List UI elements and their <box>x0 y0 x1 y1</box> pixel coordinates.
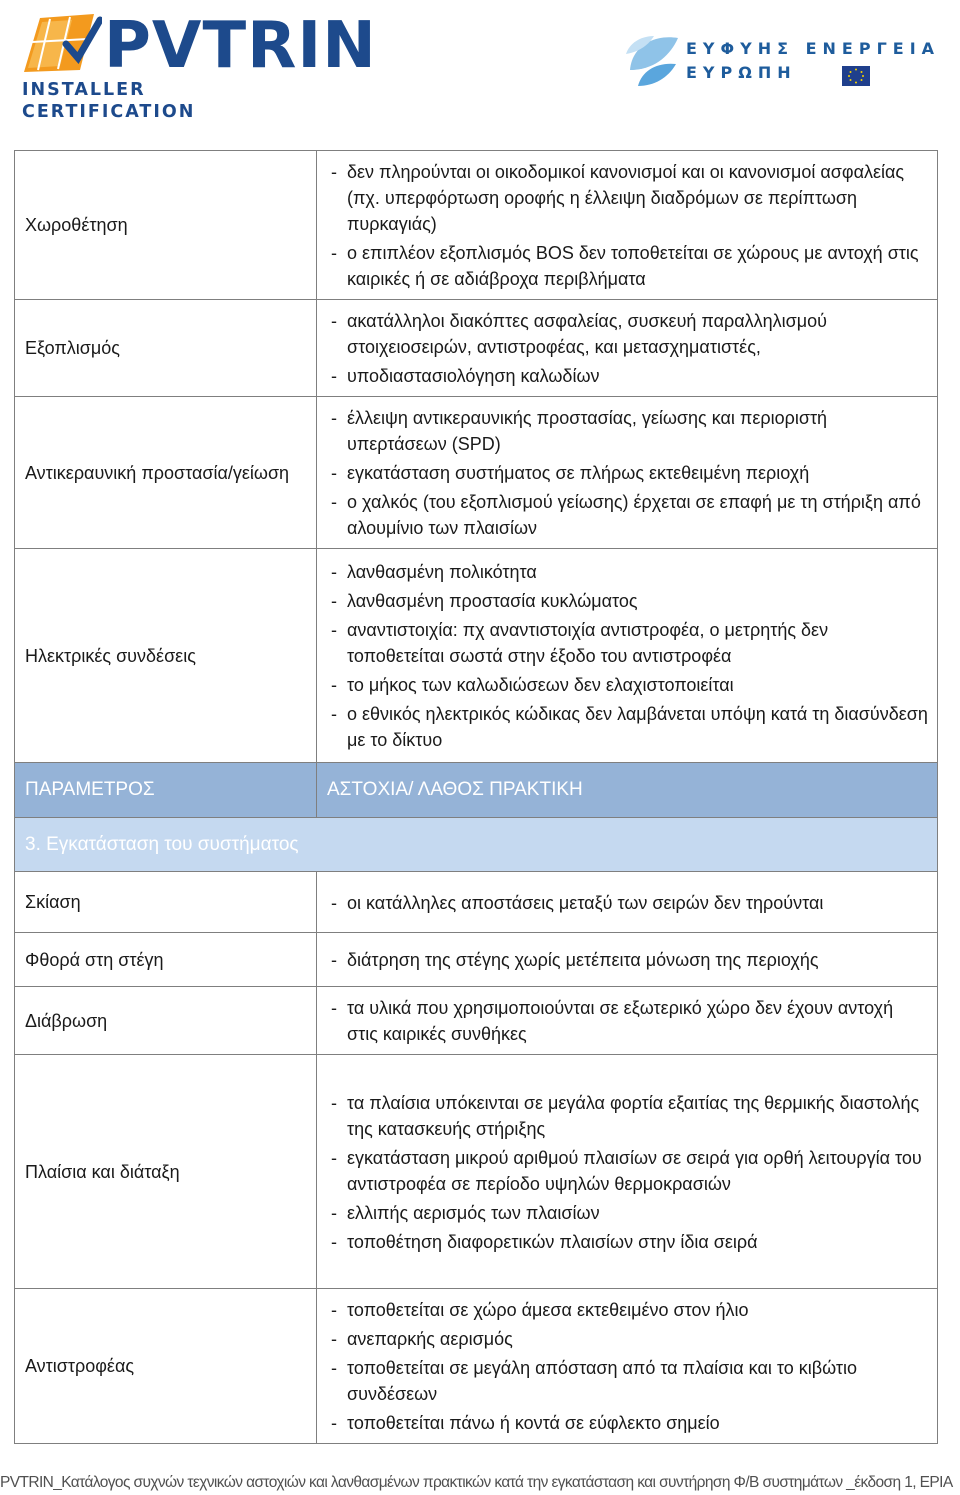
param-cell: Χωροθέτηση <box>15 151 317 300</box>
list-item: - δεν πληρούνται οι οικοδομικοί κανονισμοί και οι κανονισμοί ασφαλείας (πχ. υπερφόρτωση οροφής η έλλειψη διαδρόμων σε περίπτωση πυρκαγιάς) <box>331 162 905 234</box>
logo-title: PVTRIN <box>104 9 377 83</box>
list-item: - τα υλικά που χρησιμοποιούνται σε εξωτερικό χώρο δεν έχουν αντοχή στις καιρικές συνθήκες <box>331 998 894 1044</box>
error-list <box>331 308 929 389</box>
table-row <box>15 1289 938 1444</box>
section-row <box>15 818 938 872</box>
param-cell: Σκίαση <box>15 872 317 933</box>
errors-cell <box>317 933 938 987</box>
list-item: - διάτρηση της στέγης χωρίς μετέπειτα μόνωση της περιοχής <box>331 950 819 970</box>
pvtrin-logo <box>20 8 377 122</box>
param-cell: Αντικεραυνική προστασία/γείωση <box>15 397 317 549</box>
table-row <box>15 300 938 397</box>
param-cell: Φθορά στη στέγη <box>15 933 317 987</box>
list-item: - ακατάλληλοι διακόπτες ασφαλείας, συσκευή παραλληλισμού στοιχειοσειρών, αντιστροφέας, και μετασχηματιστές, <box>331 311 827 357</box>
list-item: - ο επιπλέον εξοπλισμός BOS δεν τοποθετείται σε χώρους με αντοχή στις καιρικές ή σε αδιάβροχα περιβλήματα <box>331 243 919 289</box>
errors-cell <box>317 151 938 300</box>
list-item: - τοποθετείται σε χώρο άμεσα εκτεθειμένο στον ήλιο <box>331 1300 749 1320</box>
errors-cell <box>317 549 938 763</box>
list-item: - εγκατάσταση συστήματος σε πλήρως εκτεθειμένη περιοχή <box>331 463 810 483</box>
leaf-icon <box>624 30 684 96</box>
list-item: - το μήκος των καλωδιώσεων δεν ελαχιστοποιείται <box>331 675 734 695</box>
eu-slogan-line1: ΕΥΦΥΗΣ ΕΝΕΡΓΕΙΑ <box>686 39 941 58</box>
param-cell: Αντιστροφέας <box>15 1289 317 1444</box>
list-item: - έλλειψη αντικεραυνικής προστασίας, γείωσης και περιοριστή υπερτάσεων (SPD) <box>331 408 828 454</box>
eu-flag-icon <box>842 66 870 86</box>
errors-cell <box>317 872 938 933</box>
errors-cell <box>317 397 938 549</box>
table-row <box>15 151 938 300</box>
error-list <box>331 559 929 753</box>
param-cell: Εξοπλισμός <box>15 300 317 397</box>
eu-slogan-line2: ΕΥΡΩΠΗ <box>686 63 797 82</box>
table-row <box>15 872 938 933</box>
list-item: - τοποθέτηση διαφορετικών πλαισίων στην ίδια σειρά <box>331 1231 758 1252</box>
table-row <box>15 549 938 763</box>
error-list <box>331 1297 929 1436</box>
errors-cell <box>317 987 938 1055</box>
list-item: - τα πλαίσια υπόκεινται σε μεγάλα φορτία εξαιτίας της θερμικής διαστολής της κατασκευής στήριξης <box>331 1092 920 1139</box>
failures-table <box>14 150 938 1444</box>
list-item: - ελλιπής αερισμός των πλαισίων <box>331 1202 600 1223</box>
list-item: - ο εθνικός ηλεκτρικός κώδικας δεν λαμβάνεται υπόψη κατά τη διασύνδεση με το δίκτυο <box>331 704 928 750</box>
logo-subtitle: INSTALLER CERTIFICATION <box>22 80 196 122</box>
table-row <box>15 987 938 1055</box>
list-item: - ο χαλκός (του εξοπλισμού γείωσης) έρχεται σε επαφή με τη στήριξη από αλουμίνιο των πλαισίων <box>331 492 921 538</box>
errors-cell <box>317 1289 938 1444</box>
error-list <box>331 995 929 1047</box>
error-list <box>331 159 929 292</box>
eu-logo <box>624 26 954 96</box>
error-list <box>331 405 929 541</box>
param-cell: Διάβρωση <box>15 987 317 1055</box>
list-item: - οι κατάλληλες αποστάσεις μεταξύ των σειρών δεν τηρούνται <box>331 892 824 913</box>
page-footer: PVTRIN_Κατάλογος συχνών τεχνικών αστοχιών και λανθασμένων πρακτικών κατά την εγκατάσταση και συντήρηση Φ/Β συστημάτων _έκδοση 1, EPIA <box>0 1474 953 1491</box>
table-header-row <box>15 763 938 818</box>
error-list <box>331 1090 929 1255</box>
errors-cell <box>317 1055 938 1289</box>
page-header <box>0 0 960 120</box>
list-item: - εγκατάσταση μικρού αριθμού πλαισίων σε σειρά για ορθή λειτουργία του αντιστροφέα σε περίοδο υψηλών θερμοκρασιών <box>331 1147 922 1194</box>
section-title: 3. Εγκατάσταση του συστήματος <box>15 818 938 872</box>
list-item: - λανθασμένη πολικότητα <box>331 562 537 582</box>
solar-panel-icon <box>20 12 102 82</box>
param-cell: Πλαίσια και διάταξη <box>15 1055 317 1289</box>
list-item: - λανθασμένη προστασία κυκλώματος <box>331 591 638 611</box>
list-item: - υποδιαστασιολόγηση καλωδίων <box>331 366 600 386</box>
header-parameter: ΠΑΡΑΜΕΤΡΟΣ <box>15 763 317 818</box>
list-item: - αναντιστοιχία: πχ αναντιστοιχία αντιστροφέα, ο μετρητής δεν τοποθετείται σωστά στην έξοδο του αντιστροφέα <box>331 620 829 666</box>
table-row <box>15 1055 938 1289</box>
list-item: - τοποθετείται πάνω ή κοντά σε εύφλεκτο σημείο <box>331 1413 720 1433</box>
table-row <box>15 397 938 549</box>
param-cell: Ηλεκτρικές συνδέσεις <box>15 549 317 763</box>
list-item: - ανεπαρκής αερισμός <box>331 1329 513 1349</box>
header-failure: ΑΣΤΟΧΙΑ/ ΛΑΘΟΣ ΠΡΑΚΤΙΚΗ <box>317 763 938 818</box>
errors-cell <box>317 300 938 397</box>
table-row <box>15 933 938 987</box>
error-list <box>331 890 929 916</box>
error-list <box>331 947 929 973</box>
list-item: - τοποθετείται σε μεγάλη απόσταση από τα πλαίσια και το κιβώτιο συνδέσεων <box>331 1358 857 1404</box>
